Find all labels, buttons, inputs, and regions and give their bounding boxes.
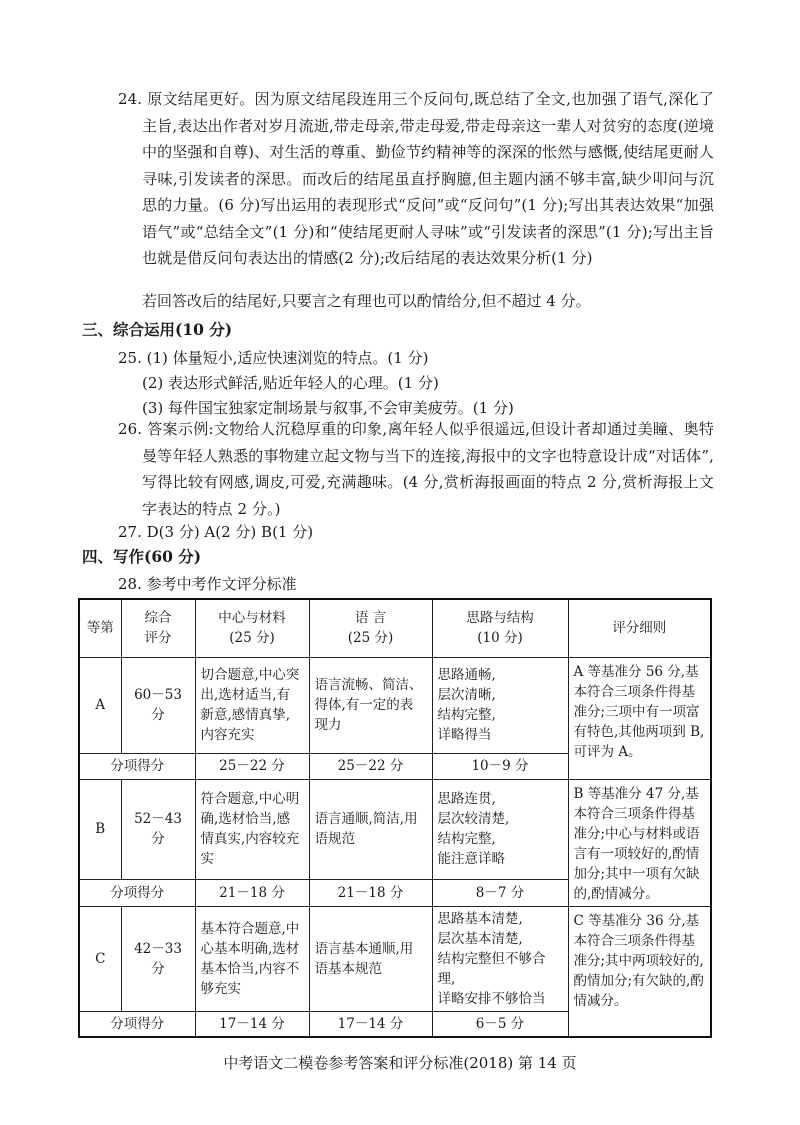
header-content: 中心与材料 (25 分): [195, 599, 309, 657]
answer-25-3: (3) 每件国宝独家定制场景与叙事,不会审美疲劳。(1 分): [142, 399, 514, 417]
subscore-content: 25－22 分: [195, 753, 309, 779]
subscore-structure: 6－5 分: [432, 1011, 568, 1037]
structure-cell: 思路连贯, 层次较清楚, 结构完整, 能注意详略: [432, 779, 568, 879]
structure-cell: 思路基本清楚, 层次基本清楚, 结构完整但不够合理, 详略安排不够恰当: [432, 906, 568, 1011]
subscore-structure: 10－9 分: [432, 753, 568, 779]
subscore-content: 17－14 分: [195, 1011, 309, 1037]
language-cell: 语言流畅、简洁、得体,有一定的表现力: [309, 657, 432, 753]
section-3-heading: 三、综合运用(10 分): [82, 320, 233, 339]
grade-cell: C: [79, 906, 121, 1011]
subscore-label: 分项得分: [79, 1011, 195, 1037]
language-cell: 语言通顺,简洁,用语规范: [309, 779, 432, 879]
answer-25-1: 25. (1) 体量短小,适应快速浏览的特点。(1 分): [118, 349, 429, 367]
header-rules: 评分细则: [568, 599, 711, 657]
subscore-label: 分项得分: [79, 879, 195, 906]
subscore-content: 21－18 分: [195, 879, 309, 906]
subscore-language: 21－18 分: [309, 879, 432, 906]
answer-27: 27. D(3 分) A(2 分) B(1 分): [118, 523, 314, 541]
rule-cell: B 等基准分 47 分,基本符合三项条件得基准分;中心与材料或语言有一项较好的,酌情加分;其中一项有欠缺的,酌情减分。: [568, 779, 711, 906]
table-row: [79, 657, 711, 753]
grading-table: [78, 598, 712, 1038]
answer-24-note: 若回答改后的结尾好,只要言之有理也可以酌情给分,但不超过 4 分。: [142, 292, 591, 310]
rule-cell: C 等基准分 36 分,基本符合三项条件得基准分;其中两项较好的,酌情加分;有欠缺的,酌情减分。: [568, 906, 711, 1037]
grade-cell: A: [79, 657, 121, 753]
answer-26: 26. 答案示例:文物给人沉稳厚重的印象,离年轻人似乎很遥远,但设计者却通过美瞳、奥特曼等年轻人熟悉的事物建立起文物与当下的连接,海报中的文字也特意设计成“对话体”,写得比较有网感,调皮,可爱,充满趣味。(4 分,赏析海报画面的特点 2 分,赏析海报上文字表达的特点 2 分。): [118, 420, 714, 518]
section-4-heading: 四、写作(60 分): [82, 547, 202, 566]
answer-24: 24. 原文结尾更好。因为原文结尾段连用三个反问句,既总结了全文,也加强了语气,深化了主旨,表达出作者对岁月流逝,带走母亲,带走母爱,带走母亲这一辈人对贫穷的态度(逆境中的坚强和自尊)、对生活的尊重、勤俭节约精神等的深深的怅然与感慨,使结尾更耐人寻味,引发读者的深思。而改后的结尾虽直抒胸臆,但主题内涵不够丰富,缺少叩问与沉思的力量。(6 分)写出运用的表现形式“反问”或“反问句”(1 分);写出其表达效果“加强语气”或“总结全文”(1 分)和“使结尾更耐人寻味”或“引发读者的深思”(1 分);写出主旨也就是借反问句表达出的情感(2 分);改后结尾的表达效果分析(1 分): [118, 90, 714, 267]
table-header-row: [79, 599, 711, 657]
structure-cell: 思路通畅, 层次清晰, 结构完整, 详略得当: [432, 657, 568, 753]
language-cell: 语言基本通顺,用语基本规范: [309, 906, 432, 1011]
header-grade: 等第: [79, 599, 121, 657]
content-cell: 符合题意,中心明确,选材恰当,感情真实,内容较充实: [195, 779, 309, 879]
content-cell: 基本符合题意,中心基本明确,选材基本恰当,内容不够充实: [195, 906, 309, 1011]
page-footer: 中考语文二模卷参考答案和评分标准(2018) 第 14 页: [223, 1054, 577, 1072]
grade-cell: B: [79, 779, 121, 879]
score-cell: 60－53 分: [121, 657, 195, 753]
answer-25-2: (2) 表达形式鲜活,贴近年轻人的心理。(1 分): [142, 374, 439, 392]
score-cell: 42－33 分: [121, 906, 195, 1011]
subscore-language: 25－22 分: [309, 753, 432, 779]
content-cell: 切合题意,中心突出,选材适当,有新意,感情真挚,内容充实: [195, 657, 309, 753]
table-row: [79, 906, 711, 1011]
subscore-label: 分项得分: [79, 753, 195, 779]
header-overall: 综合 评分: [121, 599, 195, 657]
header-structure: 思路与结构 (10 分): [432, 599, 568, 657]
header-language: 语 言 (25 分): [309, 599, 432, 657]
subscore-language: 17－14 分: [309, 1011, 432, 1037]
subscore-structure: 8－7 分: [432, 879, 568, 906]
answer-28: 28. 参考中考作文评分标准: [118, 575, 297, 593]
rule-cell: A 等基准分 56 分,基本符合三项条件得基准分;三项中有一项富有特色,其他两项到 B,可评为 A。: [568, 657, 711, 779]
score-cell: 52－43 分: [121, 779, 195, 879]
table-row: [79, 779, 711, 879]
